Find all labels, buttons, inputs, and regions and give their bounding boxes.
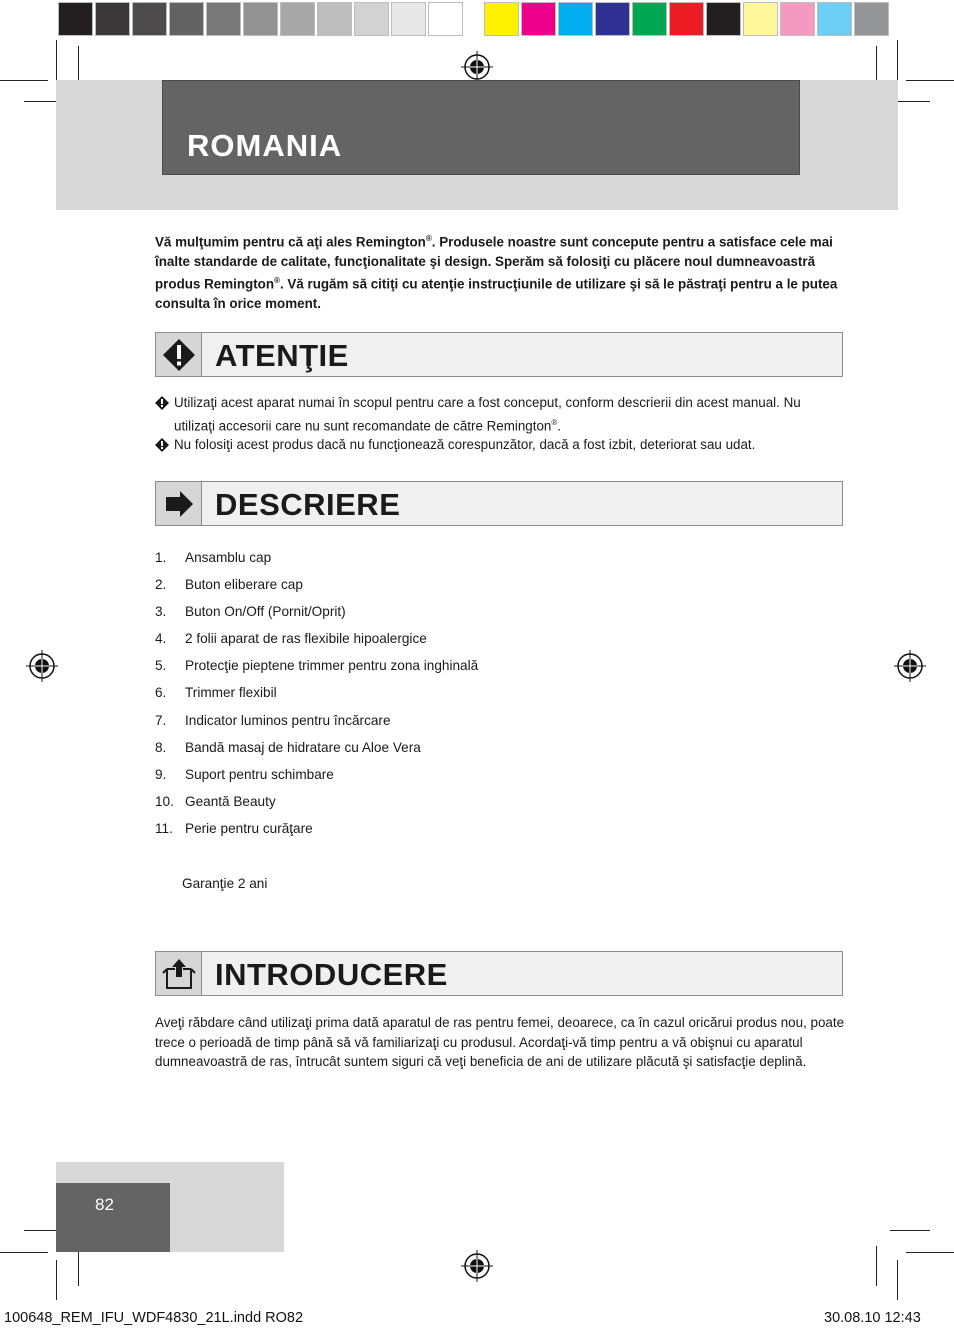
crop-mark <box>876 1246 877 1286</box>
section-title-attention: ATENŢIE <box>215 338 349 373</box>
list-item-label: Trimmer flexibil <box>185 685 277 701</box>
color-swatch <box>243 2 278 36</box>
list-item <box>155 577 755 604</box>
registration-mark-icon <box>461 51 493 83</box>
registered-mark: ® <box>274 276 280 286</box>
open-box-icon <box>156 952 202 995</box>
warranty-text: Garanţie 2 ani <box>182 876 268 891</box>
warning-diamond-icon <box>155 396 169 410</box>
arrow-right-icon <box>156 482 202 525</box>
color-swatch <box>632 2 667 36</box>
intro-text-2: . Produsele noastre sunt concepute pentru a satisface cele mai înalte standarde de calitate, funcţionalitate şi design. Sperăm să folosiţi cu plăcere noul dumneavoastră produs Remington <box>155 234 833 292</box>
list-item-label: Protecţie pieptene trimmer pentru zona inghinală <box>185 658 479 674</box>
color-swatch <box>132 2 167 36</box>
list-item-label: Buton eliberare cap <box>185 577 303 593</box>
color-swatch <box>706 2 741 36</box>
color-swatch <box>354 2 389 36</box>
introduction-paragraph: Aveţi răbdare când utilizaţi prima dată aparatul de ras pentru femei, deoarece, ca în cazul oricărui produs nou, poate trece o perioadă de timp până să vă familiarizaţi cu produsul. Acordaţi-vă timp pentru a vă obişnui cu aparatul dumneavoastră de ras, întrucât suntem siguri că veţi beneficia de ani de utilizare plăcută şi satisfacţie deplină. <box>155 1015 845 1069</box>
list-item <box>155 658 755 685</box>
color-swatch <box>428 2 463 36</box>
list-item-label: Indicator luminos pentru încărcare <box>185 712 391 728</box>
list-item-label: 2 folii aparat de ras flexibile hipoalergice <box>185 631 427 647</box>
list-item <box>155 713 755 740</box>
warning-item <box>155 393 845 435</box>
section-attention <box>155 332 843 377</box>
list-item-number: 10. <box>155 793 174 809</box>
crop-mark <box>890 1230 930 1231</box>
section-title-introduction: INTRODUCERE <box>215 957 448 992</box>
color-swatch <box>743 2 778 36</box>
parts-list <box>155 550 755 848</box>
list-item-number: 5. <box>155 658 167 674</box>
header-box <box>162 80 800 175</box>
section-description <box>155 481 843 526</box>
intro-paragraph <box>155 229 845 314</box>
list-item <box>155 604 755 631</box>
crop-mark <box>78 1246 79 1286</box>
list-item <box>155 550 755 577</box>
color-swatch <box>484 2 519 36</box>
color-swatch <box>521 2 556 36</box>
color-swatch <box>669 2 704 36</box>
registration-mark-icon <box>461 1250 493 1282</box>
list-item-number: 3. <box>155 604 167 620</box>
color-swatch <box>280 2 315 36</box>
registered-mark: ® <box>551 417 558 427</box>
color-swatch <box>391 2 426 36</box>
grayscale-color-bar <box>58 2 465 38</box>
list-item-label: Bandă masaj de hidratare cu Aloe Vera <box>185 739 421 755</box>
registration-mark-icon <box>26 650 58 682</box>
page-number-box <box>56 1183 170 1252</box>
crop-mark <box>906 80 954 81</box>
process-color-bar <box>484 2 891 38</box>
crop-mark <box>0 80 48 81</box>
color-swatch <box>317 2 352 36</box>
list-item <box>155 631 755 658</box>
registered-mark: ® <box>425 234 432 243</box>
page-number: 82 <box>95 1195 114 1214</box>
list-item-number: 2. <box>155 577 167 593</box>
list-item <box>155 821 755 848</box>
color-swatch <box>780 2 815 36</box>
warning-list <box>155 393 845 455</box>
list-item-number: 11. <box>155 820 173 836</box>
color-swatch <box>58 2 93 36</box>
list-item-label: Perie pentru curăţare <box>185 820 313 836</box>
list-item-number: 1. <box>155 550 167 565</box>
warning-text-end: . <box>557 417 562 433</box>
registration-mark-icon <box>894 650 926 682</box>
list-item-label: Buton On/Off (Pornit/Oprit) <box>185 604 346 620</box>
list-item <box>155 767 755 794</box>
page-title: ROMANIA <box>187 128 343 163</box>
color-swatch <box>854 2 889 36</box>
crop-mark <box>56 40 57 80</box>
color-swatch <box>169 2 204 36</box>
list-item-number: 6. <box>155 685 167 701</box>
list-item <box>155 740 755 767</box>
section-introduction <box>155 951 843 996</box>
list-item-number: 4. <box>155 631 167 647</box>
intro-text-3: . Vă rugăm să citiţi cu atenţie instrucţiunile de utilizare şi să le păstraţi pentru a le putea consulta în orice moment. <box>155 276 838 312</box>
color-swatch <box>206 2 241 36</box>
list-item <box>155 685 755 712</box>
color-swatch <box>595 2 630 36</box>
list-item-number: 8. <box>155 739 167 755</box>
crop-mark <box>906 1252 954 1253</box>
intro-text-1: Vă mulţumim pentru că aţi ales Remington <box>155 234 426 250</box>
color-swatch <box>95 2 130 36</box>
crop-mark <box>0 1252 48 1253</box>
list-item-number: 9. <box>155 766 167 782</box>
warning-item <box>155 435 845 455</box>
color-swatch <box>558 2 593 36</box>
section-title-description: DESCRIERE <box>215 487 401 522</box>
list-item <box>155 794 755 821</box>
list-item-label: Suport pentru schimbare <box>185 766 334 782</box>
footer-date-time: 30.08.10 12:43 <box>824 1310 921 1326</box>
warning-text: Utilizaţi acest aparat numai în scopul pentru care a fost conceput, conform descrierii din acest manual. Nu utilizaţi accesorii care nu sunt recomandate de către Remington <box>174 395 801 433</box>
color-swatch <box>817 2 852 36</box>
crop-mark <box>56 1260 57 1300</box>
warning-text: Nu folosiţi acest produs dacă nu funcţionează corespunzător, dacă a fost izbit, deteriorat sau udat. <box>174 437 756 453</box>
warning-diamond-icon <box>155 438 169 452</box>
list-item-number: 7. <box>155 712 167 728</box>
list-item-label: Ansamblu cap <box>185 550 272 565</box>
exclamation-icon <box>156 333 202 376</box>
crop-mark <box>897 1260 898 1300</box>
crop-mark <box>897 40 898 80</box>
footer-file-info: 100648_REM_IFU_WDF4830_21L.indd RO82 <box>4 1310 304 1326</box>
list-item-label: Geantă Beauty <box>185 793 276 809</box>
